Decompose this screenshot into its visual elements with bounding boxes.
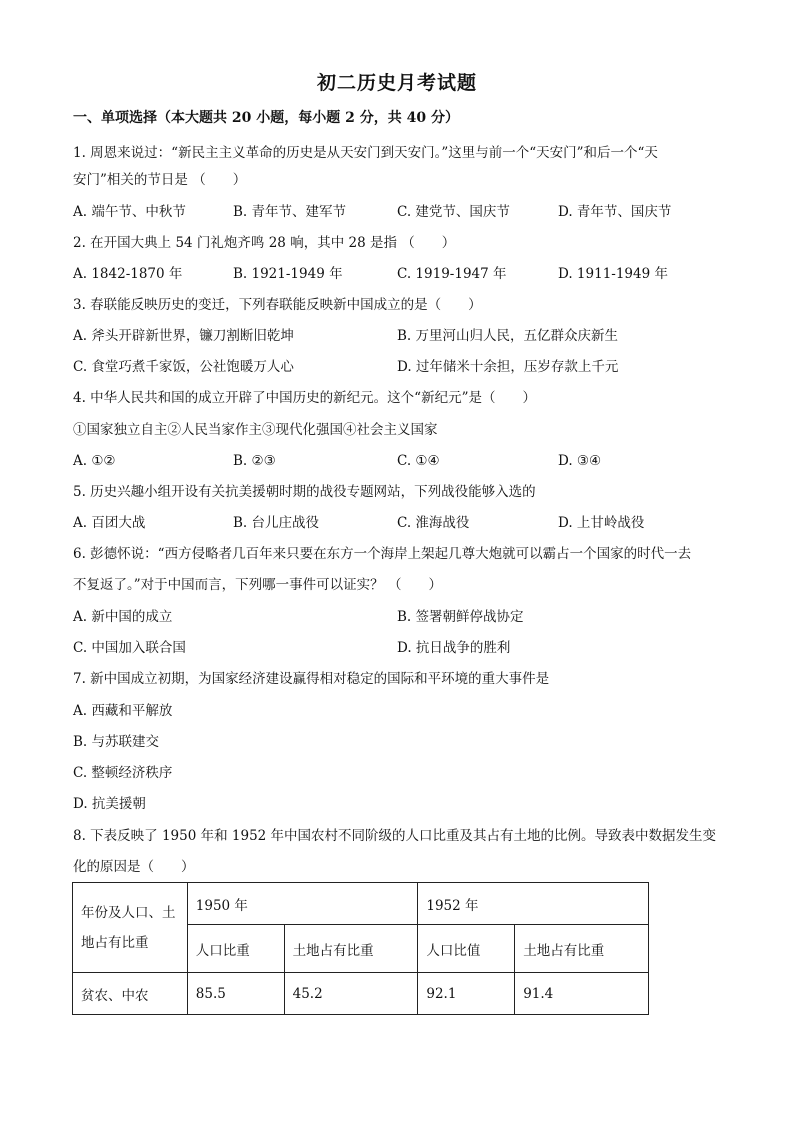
question-7-option-c: C. 整顿经济秩序 [73,765,173,781]
question-3-option-c: C. 食堂巧煮千家饭，公社饱暖万人心 [73,359,294,375]
table-row [73,973,649,1015]
question-7-option-a: A. 西藏和平解放 [73,703,173,719]
question-2-option-d: D. 1911-1949 年 [558,266,668,282]
table-col-header: 土地占有比重 [284,925,418,973]
section-heading: 一、单项选择（本大题共 20 小题，每小题 2 分，共 40 分） [73,110,459,126]
question-5-option-d: D. 上甘岭战役 [558,515,645,531]
question-1-option-c: C. 建党节、国庆节 [397,204,510,220]
question-3-line-1: 3. 春联能反映历史的变迁，下列春联能反映新中国成立的是（ ） [73,297,482,313]
table-cell: 92.1 [418,973,515,1015]
question-4-option-b: B. ②③ [233,453,276,469]
question-4-line-2: ①国家独立自主②人民当家作主③现代化强国④社会主义国家 [73,422,438,438]
question-4-option-d: D. ③④ [558,453,602,469]
table-col-header: 人口比值 [418,925,515,973]
question-5-option-c: C. 淮海战役 [397,515,470,531]
question-5-line-1: 5. 历史兴趣小组开设有关抗美援朝时期的战役专题网站，下列战役能够入选的 [73,484,536,500]
question-1-option-b: B. 青年节、建军节 [233,204,347,220]
question-1-option-a: A. 端午节、中秋节 [73,204,186,220]
question-3-option-d: D. 过年储米十余担，压岁存款上千元 [397,359,619,375]
question-4-option-c: C. ①④ [397,453,440,469]
table-cell: 91.4 [515,973,649,1015]
question-1-line-1: 1. 周恩来说过：“新民主主义革命的历史是从天安门到天安门。”这里与前一个“天安门”和后一个“天 [73,145,658,161]
question-6-line-2: 不复返了。”对于中国而言，下列哪一事件可以证实？ （ ） [73,577,442,593]
question-7-option-b: B. 与苏联建交 [73,734,160,750]
question-6-line-1: 6. 彭德怀说：“西方侵略者几百年来只要在东方一个海岸上架起几尊大炮就可以霸占一个国家的时代一去 [73,546,692,562]
question-1-line-2: 安门”相关的节日是 （ ） [73,172,247,188]
table-row-label: 贫农、中农 [73,973,188,1015]
question-7-line-1: 7. 新中国成立初期，为国家经济建设赢得相对稳定的国际和平环境的重大事件是 [73,671,550,687]
land-population-table [72,882,649,1015]
page-title: 初二历史月考试题 [316,72,477,94]
question-4-line-1: 4. 中华人民共和国的成立开辟了中国历史的新纪元。这个“新纪元”是（ ） [73,390,536,406]
question-6-option-d: D. 抗日战争的胜利 [397,640,511,656]
question-5-option-b: B. 台儿庄战役 [233,515,320,531]
question-2-line-1: 2. 在开国大典上 54 门礼炮齐鸣 28 响，其中 28 是指 （ ） [73,235,456,251]
question-3-option-a: A. 斧头开辟新世界，镰刀割断旧乾坤 [73,328,294,344]
table-year-1950: 1950 年 [187,883,418,925]
question-2-option-c: C. 1919-1947 年 [397,266,507,282]
table-col-header: 土地占有比重 [515,925,649,973]
question-6-option-b: B. 签署朝鲜停战协定 [397,609,524,625]
question-8-line-2: 化的原因是（ ） [73,859,195,875]
question-3-option-b: B. 万里河山归人民，五亿群众庆新生 [397,328,619,344]
question-2-option-a: A. 1842-1870 年 [73,266,183,282]
question-6-option-a: A. 新中国的成立 [73,609,173,625]
question-1-option-d: D. 青年节、国庆节 [558,204,672,220]
table-cell: 45.2 [284,973,418,1015]
table-row-header: 年份及人口、土地占有比重 [73,883,188,973]
table-cell: 85.5 [187,973,284,1015]
question-8-line-1: 8. 下表反映了 1950 年和 1952 年中国农村不同阶级的人口比重及其占有土地的比例。导致表中数据发生变 [73,828,717,844]
table-year-1952: 1952 年 [418,883,649,925]
table-col-header: 人口比重 [187,925,284,973]
question-4-option-a: A. ①② [73,453,116,469]
question-2-option-b: B. 1921-1949 年 [233,266,343,282]
question-5-option-a: A. 百团大战 [73,515,146,531]
question-6-option-c: C. 中国加入联合国 [73,640,186,656]
question-7-option-d: D. 抗美援朝 [73,796,146,812]
